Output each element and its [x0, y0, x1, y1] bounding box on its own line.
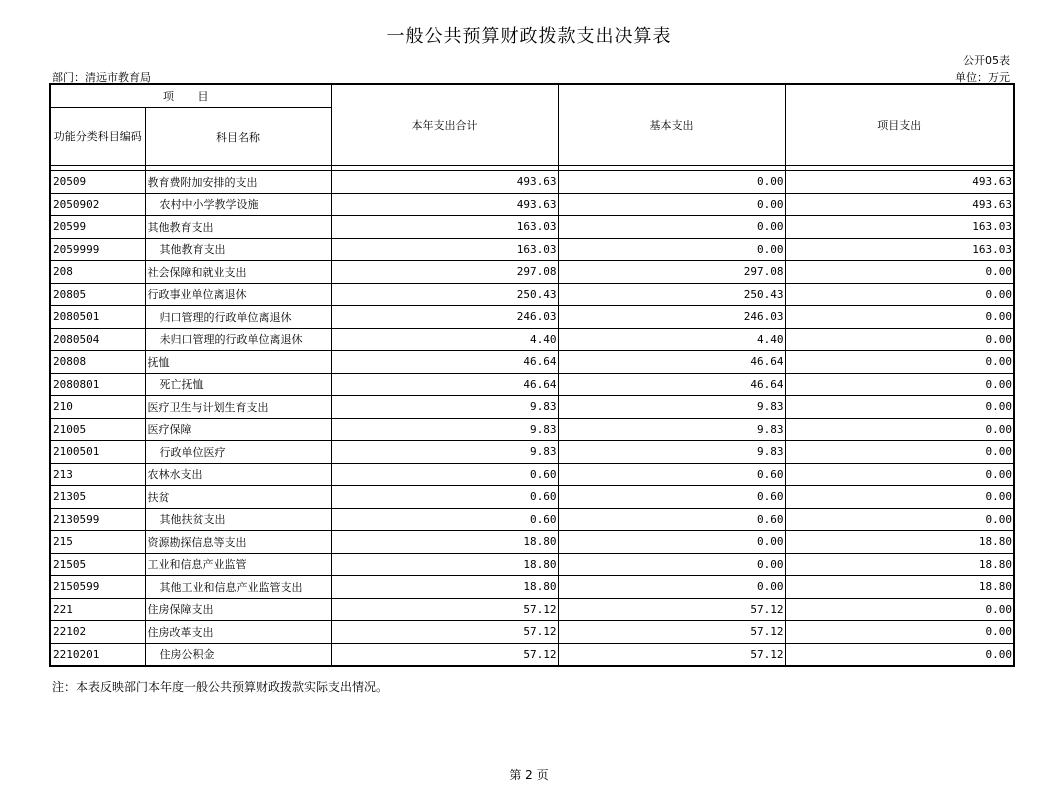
row-total-text: 163.03: [516, 242, 557, 256]
row-name-text: 资源勘探信息等支出: [147, 535, 247, 549]
row-code-cell: [50, 373, 145, 396]
table-row: [50, 396, 1014, 419]
table-row: [50, 486, 1014, 509]
row-code-text: 21005: [53, 422, 87, 436]
row-basic-text: 57.12: [750, 647, 784, 661]
header-total: 本年支出合计: [331, 84, 558, 166]
row-total-cell: [331, 576, 558, 599]
row-total-cell: [331, 508, 558, 531]
table-row: [50, 283, 1014, 306]
row-project-cell: [785, 621, 1014, 644]
row-total-cell: [331, 463, 558, 486]
row-project-text: 0.00: [985, 310, 1012, 324]
row-code-cell: [50, 553, 145, 576]
row-project-text: 0.00: [985, 490, 1012, 504]
row-project-text: 493.63: [972, 197, 1012, 211]
row-project-cell: [785, 576, 1014, 599]
table-row: [50, 508, 1014, 531]
row-project-text: 0.00: [985, 332, 1012, 346]
row-project-cell: [785, 373, 1014, 396]
row-total-cell: [331, 306, 558, 329]
row-total-text: 493.63: [516, 175, 557, 189]
row-basic-text: 0.00: [757, 220, 784, 234]
row-basic-cell: [558, 418, 785, 441]
row-project-cell: [785, 171, 1014, 194]
row-project-text: 18.80: [978, 557, 1012, 571]
row-code-text: 213: [53, 467, 73, 481]
row-basic-text: 9.83: [757, 400, 784, 414]
row-total-text: 57.12: [523, 602, 557, 616]
row-project-cell: [785, 328, 1014, 351]
row-basic-text: 0.60: [757, 490, 784, 504]
row-project-cell: [785, 306, 1014, 329]
header-project: 项目支出: [785, 84, 1014, 166]
row-name-cell: [145, 576, 331, 599]
row-total-cell: [331, 441, 558, 464]
row-name-cell: [145, 396, 331, 419]
row-total-cell: [331, 238, 558, 261]
row-code-cell: [50, 306, 145, 329]
table-row: [50, 531, 1014, 554]
row-code-cell: [50, 238, 145, 261]
table-row: [50, 328, 1014, 351]
row-project-cell: [785, 508, 1014, 531]
row-name-text: 住房改革支出: [147, 625, 214, 639]
row-basic-text: 0.00: [757, 242, 784, 256]
table-row: [50, 463, 1014, 486]
row-basic-cell: [558, 328, 785, 351]
table-row: [50, 373, 1014, 396]
row-code-cell: [50, 621, 145, 644]
row-code-text: 22102: [53, 625, 87, 639]
form-number: 公开05表: [963, 54, 1010, 67]
row-code-text: 20805: [53, 287, 87, 301]
row-name-cell: [145, 283, 331, 306]
row-name-text: 工业和信息产业监管: [147, 558, 247, 572]
row-code-cell: [50, 351, 145, 374]
row-name-cell: [145, 306, 331, 329]
row-name-cell: [145, 553, 331, 576]
row-total-text: 18.80: [523, 535, 557, 549]
row-code-text: 20808: [53, 355, 87, 369]
row-total-text: 9.83: [530, 422, 557, 436]
row-code-cell: [50, 441, 145, 464]
row-total-cell: [331, 193, 558, 216]
row-total-text: 18.80: [523, 580, 557, 594]
row-basic-text: 57.12: [750, 625, 784, 639]
row-total-cell: [331, 283, 558, 306]
row-basic-text: 4.40: [757, 332, 784, 346]
row-code-text: 2050902: [53, 197, 100, 211]
row-project-cell: [785, 193, 1014, 216]
row-code-text: 2100501: [53, 445, 100, 459]
row-code-cell: [50, 463, 145, 486]
row-code-cell: [50, 171, 145, 194]
row-basic-cell: [558, 486, 785, 509]
row-code-cell: [50, 193, 145, 216]
row-code-cell: [50, 283, 145, 306]
report-title: 一般公共预算财政拨款支出决算表: [386, 26, 672, 47]
row-total-text: 4.40: [530, 332, 557, 346]
row-project-cell: [785, 261, 1014, 284]
row-code-cell: [50, 328, 145, 351]
table-row: [50, 238, 1014, 261]
row-name-text: 扶贫: [147, 490, 170, 504]
row-basic-text: 9.83: [757, 422, 784, 436]
row-code-cell: [50, 261, 145, 284]
row-basic-text: 0.60: [757, 467, 784, 481]
row-code-text: 208: [53, 265, 73, 279]
row-project-cell: [785, 643, 1014, 666]
row-name-text: 住房保障支出: [147, 603, 214, 617]
row-basic-cell: [558, 553, 785, 576]
row-total-text: 18.80: [523, 557, 557, 571]
row-basic-text: 0.00: [757, 175, 784, 189]
row-project-cell: [785, 216, 1014, 239]
row-basic-text: 0.00: [757, 580, 784, 594]
table-row: [50, 306, 1014, 329]
row-total-text: 57.12: [523, 625, 557, 639]
row-total-text: 0.60: [530, 490, 557, 504]
row-project-text: 0.00: [985, 445, 1012, 459]
row-name-text: 其他工业和信息产业监管支出: [159, 580, 303, 594]
table-row: [50, 351, 1014, 374]
row-basic-cell: [558, 373, 785, 396]
row-name-text: 其他扶贫支出: [159, 513, 226, 527]
row-name-cell: [145, 261, 331, 284]
row-total-text: 0.60: [530, 467, 557, 481]
row-basic-cell: [558, 396, 785, 419]
row-total-cell: [331, 643, 558, 666]
row-code-cell: [50, 486, 145, 509]
expenditure-table: [49, 83, 1015, 667]
row-name-text: 其他教育支出: [159, 243, 226, 257]
table-row: [50, 171, 1014, 194]
page-number: 第 2 页: [509, 768, 549, 782]
row-name-text: 死亡抚恤: [159, 378, 204, 392]
row-basic-cell: [558, 531, 785, 554]
row-project-cell: [785, 351, 1014, 374]
row-code-text: 2150599: [53, 580, 100, 594]
header-item: 项 目: [50, 84, 331, 108]
row-name-text: 农林水支出: [147, 468, 203, 482]
row-code-cell: [50, 216, 145, 239]
row-name-text: 行政事业单位离退休: [147, 288, 247, 302]
table-row: [50, 621, 1014, 644]
row-name-text: 医疗保障: [147, 423, 192, 437]
row-total-cell: [331, 171, 558, 194]
row-total-text: 0.60: [530, 512, 557, 526]
row-project-text: 0.00: [985, 512, 1012, 526]
table-row: [50, 598, 1014, 621]
row-project-text: 0.00: [985, 377, 1012, 391]
row-name-cell: [145, 598, 331, 621]
row-project-cell: [785, 238, 1014, 261]
header-basic: 基本支出: [558, 84, 785, 166]
row-total-text: 493.63: [516, 197, 557, 211]
row-total-text: 163.03: [516, 220, 557, 234]
row-code-text: 21305: [53, 490, 87, 504]
row-name-cell: [145, 643, 331, 666]
row-total-text: 246.03: [516, 310, 557, 324]
row-project-text: 18.80: [978, 535, 1012, 549]
row-basic-text: 0.00: [757, 197, 784, 211]
unit-label: 单位：万元: [955, 71, 1010, 84]
table-row: [50, 441, 1014, 464]
row-code-cell: [50, 396, 145, 419]
row-code-text: 2080504: [53, 332, 100, 346]
header-name: 科目名称: [145, 108, 331, 166]
row-basic-cell: [558, 576, 785, 599]
row-name-text: 抚恤: [147, 355, 170, 369]
row-project-text: 0.00: [985, 647, 1012, 661]
row-total-cell: [331, 261, 558, 284]
row-name-cell: [145, 418, 331, 441]
row-name-cell: [145, 351, 331, 374]
row-name-cell: [145, 238, 331, 261]
row-basic-cell: [558, 508, 785, 531]
table-row: [50, 553, 1014, 576]
row-name-cell: [145, 463, 331, 486]
row-project-cell: [785, 418, 1014, 441]
table-header: [50, 84, 1014, 171]
row-total-cell: [331, 328, 558, 351]
row-total-cell: [331, 396, 558, 419]
row-project-text: 0.00: [985, 422, 1012, 436]
table-body: [50, 171, 1014, 667]
row-total-cell: [331, 531, 558, 554]
row-total-cell: [331, 486, 558, 509]
row-basic-text: 246.03: [743, 310, 784, 324]
row-total-cell: [331, 216, 558, 239]
row-basic-cell: [558, 171, 785, 194]
row-project-text: 0.00: [985, 287, 1012, 301]
row-name-text: 未归口管理的行政单位离退休: [159, 333, 303, 347]
row-code-text: 20599: [53, 220, 87, 234]
row-project-cell: [785, 531, 1014, 554]
row-code-text: 221: [53, 602, 73, 616]
row-project-cell: [785, 463, 1014, 486]
row-basic-cell: [558, 238, 785, 261]
row-name-text: 其他教育支出: [147, 220, 214, 234]
row-total-cell: [331, 351, 558, 374]
row-basic-text: 0.00: [757, 535, 784, 549]
row-name-text: 住房公积金: [159, 648, 215, 662]
row-name-cell: [145, 171, 331, 194]
table-row: [50, 193, 1014, 216]
row-basic-cell: [558, 216, 785, 239]
row-name-cell: [145, 531, 331, 554]
row-name-text: 行政单位医疗: [159, 445, 226, 459]
row-name-cell: [145, 328, 331, 351]
row-name-cell: [145, 441, 331, 464]
row-project-cell: [785, 598, 1014, 621]
row-total-cell: [331, 553, 558, 576]
row-total-cell: [331, 373, 558, 396]
row-basic-cell: [558, 306, 785, 329]
row-project-cell: [785, 396, 1014, 419]
row-total-text: 9.83: [530, 445, 557, 459]
row-project-text: 18.80: [978, 580, 1012, 594]
row-basic-cell: [558, 621, 785, 644]
row-project-text: 0.00: [985, 265, 1012, 279]
row-project-cell: [785, 283, 1014, 306]
row-code-text: 2080501: [53, 310, 100, 324]
row-name-text: 医疗卫生与计划生育支出: [147, 400, 269, 414]
row-project-text: 0.00: [985, 467, 1012, 481]
row-basic-text: 9.83: [757, 445, 784, 459]
row-basic-cell: [558, 441, 785, 464]
row-basic-text: 250.43: [743, 287, 784, 301]
row-total-text: 9.83: [530, 400, 557, 414]
row-total-cell: [331, 621, 558, 644]
row-basic-cell: [558, 351, 785, 374]
row-code-cell: [50, 643, 145, 666]
row-basic-text: 0.60: [757, 512, 784, 526]
row-basic-cell: [558, 598, 785, 621]
row-name-cell: [145, 373, 331, 396]
row-total-cell: [331, 418, 558, 441]
row-basic-text: 297.08: [743, 265, 784, 279]
row-project-cell: [785, 486, 1014, 509]
row-name-cell: [145, 621, 331, 644]
header-code: 功能分类科目编码: [50, 108, 145, 166]
row-basic-cell: [558, 463, 785, 486]
row-total-cell: [331, 598, 558, 621]
row-project-text: 163.03: [972, 242, 1012, 256]
row-code-text: 210: [53, 400, 73, 414]
row-project-text: 493.63: [972, 175, 1012, 189]
row-basic-cell: [558, 193, 785, 216]
row-code-text: 21505: [53, 557, 87, 571]
row-code-text: 20509: [53, 175, 87, 189]
row-name-text: 教育费附加安排的支出: [147, 175, 258, 189]
table-row: [50, 418, 1014, 441]
row-name-cell: [145, 193, 331, 216]
row-total-text: 46.64: [523, 355, 557, 369]
footnote: 注：本表反映部门本年度一般公共预算财政拨款实际支出情况。: [52, 680, 389, 694]
row-total-text: 297.08: [516, 265, 557, 279]
row-project-text: 0.00: [985, 400, 1012, 414]
row-name-cell: [145, 486, 331, 509]
row-total-text: 57.12: [523, 647, 557, 661]
row-basic-text: 46.64: [750, 377, 784, 391]
row-basic-cell: [558, 261, 785, 284]
row-project-cell: [785, 553, 1014, 576]
row-project-text: 0.00: [985, 355, 1012, 369]
row-project-cell: [785, 441, 1014, 464]
row-basic-text: 46.64: [750, 355, 784, 369]
row-name-text: 农村中小学教学设施: [159, 198, 259, 212]
row-basic-text: 0.00: [757, 557, 784, 571]
row-basic-cell: [558, 283, 785, 306]
row-code-cell: [50, 418, 145, 441]
row-code-text: 2059999: [53, 242, 100, 256]
row-code-text: 2080801: [53, 377, 100, 391]
table-row: [50, 643, 1014, 666]
row-basic-cell: [558, 643, 785, 666]
row-code-text: 215: [53, 535, 73, 549]
row-total-text: 46.64: [523, 377, 557, 391]
row-code-text: 2130599: [53, 512, 100, 526]
row-code-text: 2210201: [53, 647, 100, 661]
row-code-cell: [50, 531, 145, 554]
row-name-cell: [145, 216, 331, 239]
table-row: [50, 576, 1014, 599]
row-project-text: 163.03: [972, 220, 1012, 234]
table-row: [50, 216, 1014, 239]
row-code-cell: [50, 508, 145, 531]
table-row: [50, 261, 1014, 284]
row-project-text: 0.00: [985, 625, 1012, 639]
row-total-text: 250.43: [516, 287, 557, 301]
row-code-cell: [50, 598, 145, 621]
row-name-text: 归口管理的行政单位离退休: [159, 310, 292, 324]
row-name-cell: [145, 508, 331, 531]
row-code-cell: [50, 576, 145, 599]
department-label: 部门：清远市教育局: [52, 71, 151, 84]
row-basic-text: 57.12: [750, 602, 784, 616]
row-project-text: 0.00: [985, 602, 1012, 616]
row-name-text: 社会保障和就业支出: [147, 265, 247, 279]
